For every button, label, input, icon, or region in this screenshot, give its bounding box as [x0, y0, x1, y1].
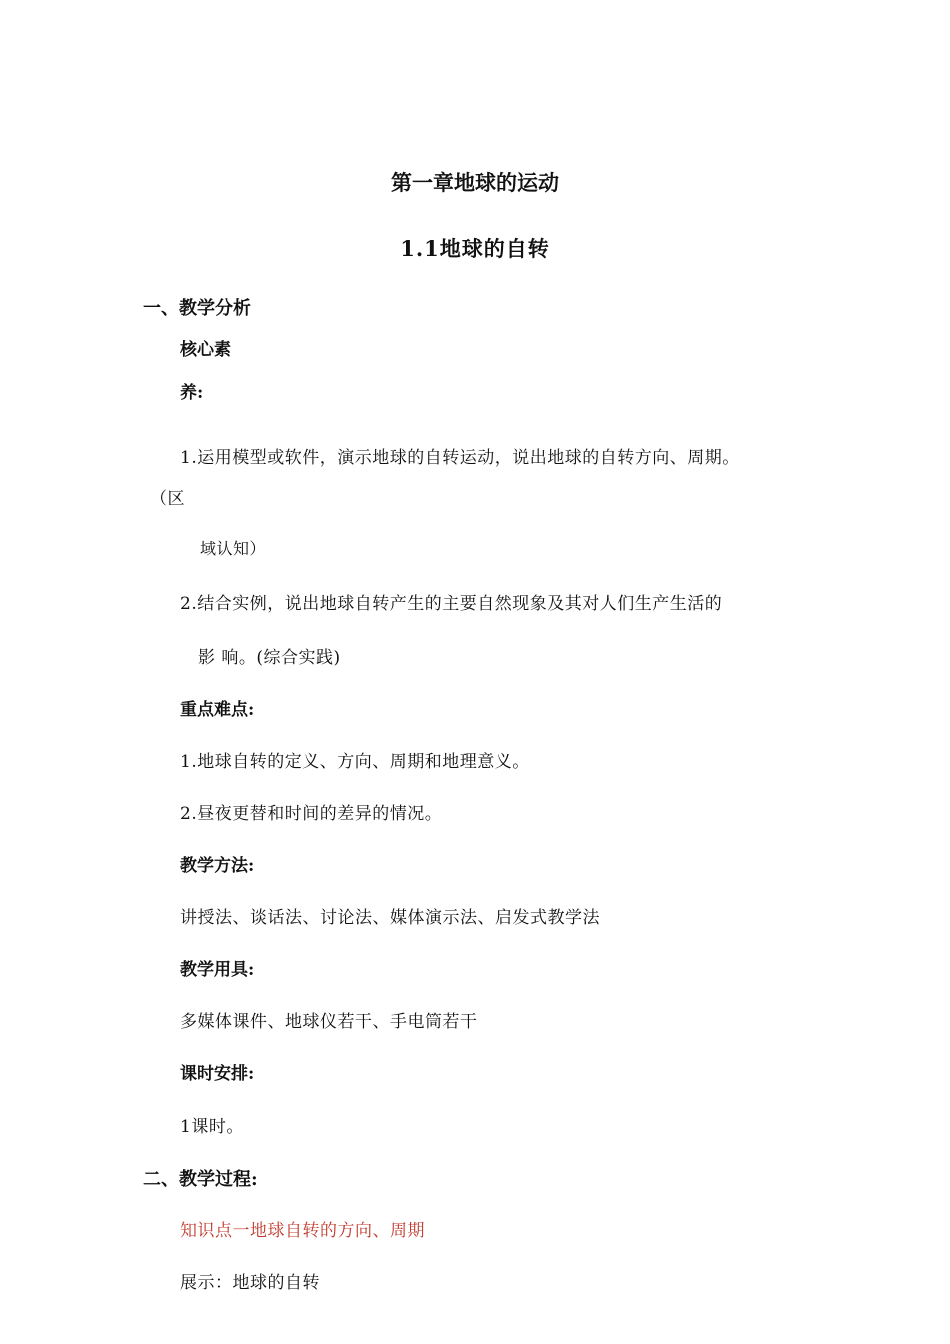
- key-item-2: 2.昼夜更替和时间的差异的情况。: [180, 804, 443, 824]
- time-label: 课时安排:: [180, 1064, 255, 1084]
- core-item-2-line1: 2.结合实例，说出地球自转产生的主要自然现象及其对人们生产生活的: [180, 594, 723, 614]
- core-item-1-line2: （区: [150, 489, 185, 509]
- knowledge-point: 知识点一地球自转的方向、周期: [180, 1221, 425, 1241]
- method-text: 讲授法、谈话法、讨论法、媒体演示法、启发式教学法: [180, 908, 600, 928]
- part1-heading: 一、教学分析: [143, 298, 251, 319]
- chapter-title: 第一章地球的运动: [391, 170, 559, 195]
- core-label-line1: 核心素: [180, 340, 231, 360]
- tools-label: 教学用具:: [180, 960, 255, 980]
- method-label: 教学方法:: [180, 856, 255, 876]
- show-text: 展示：地球的自转: [180, 1273, 320, 1293]
- tools-text: 多媒体课件、地球仪若干、手电筒若干: [180, 1012, 478, 1032]
- core-label-line2: 养:: [180, 383, 204, 403]
- part2-heading: 二、教学过程:: [143, 1169, 258, 1190]
- core-item-1-line1: 1.运用模型或软件，演示地球的自转运动，说出地球的自转方向、周期。: [180, 448, 740, 468]
- time-text: 1课时。: [180, 1117, 244, 1137]
- key-item-1: 1.地球自转的定义、方向、周期和地理意义。: [180, 752, 530, 772]
- key-label: 重点难点:: [180, 700, 255, 720]
- section-title: 1.1地球的自转: [400, 236, 550, 261]
- core-item-1-line3: 域认知）: [200, 539, 267, 558]
- core-item-2-line2: 影 响。(综合实践): [198, 648, 341, 668]
